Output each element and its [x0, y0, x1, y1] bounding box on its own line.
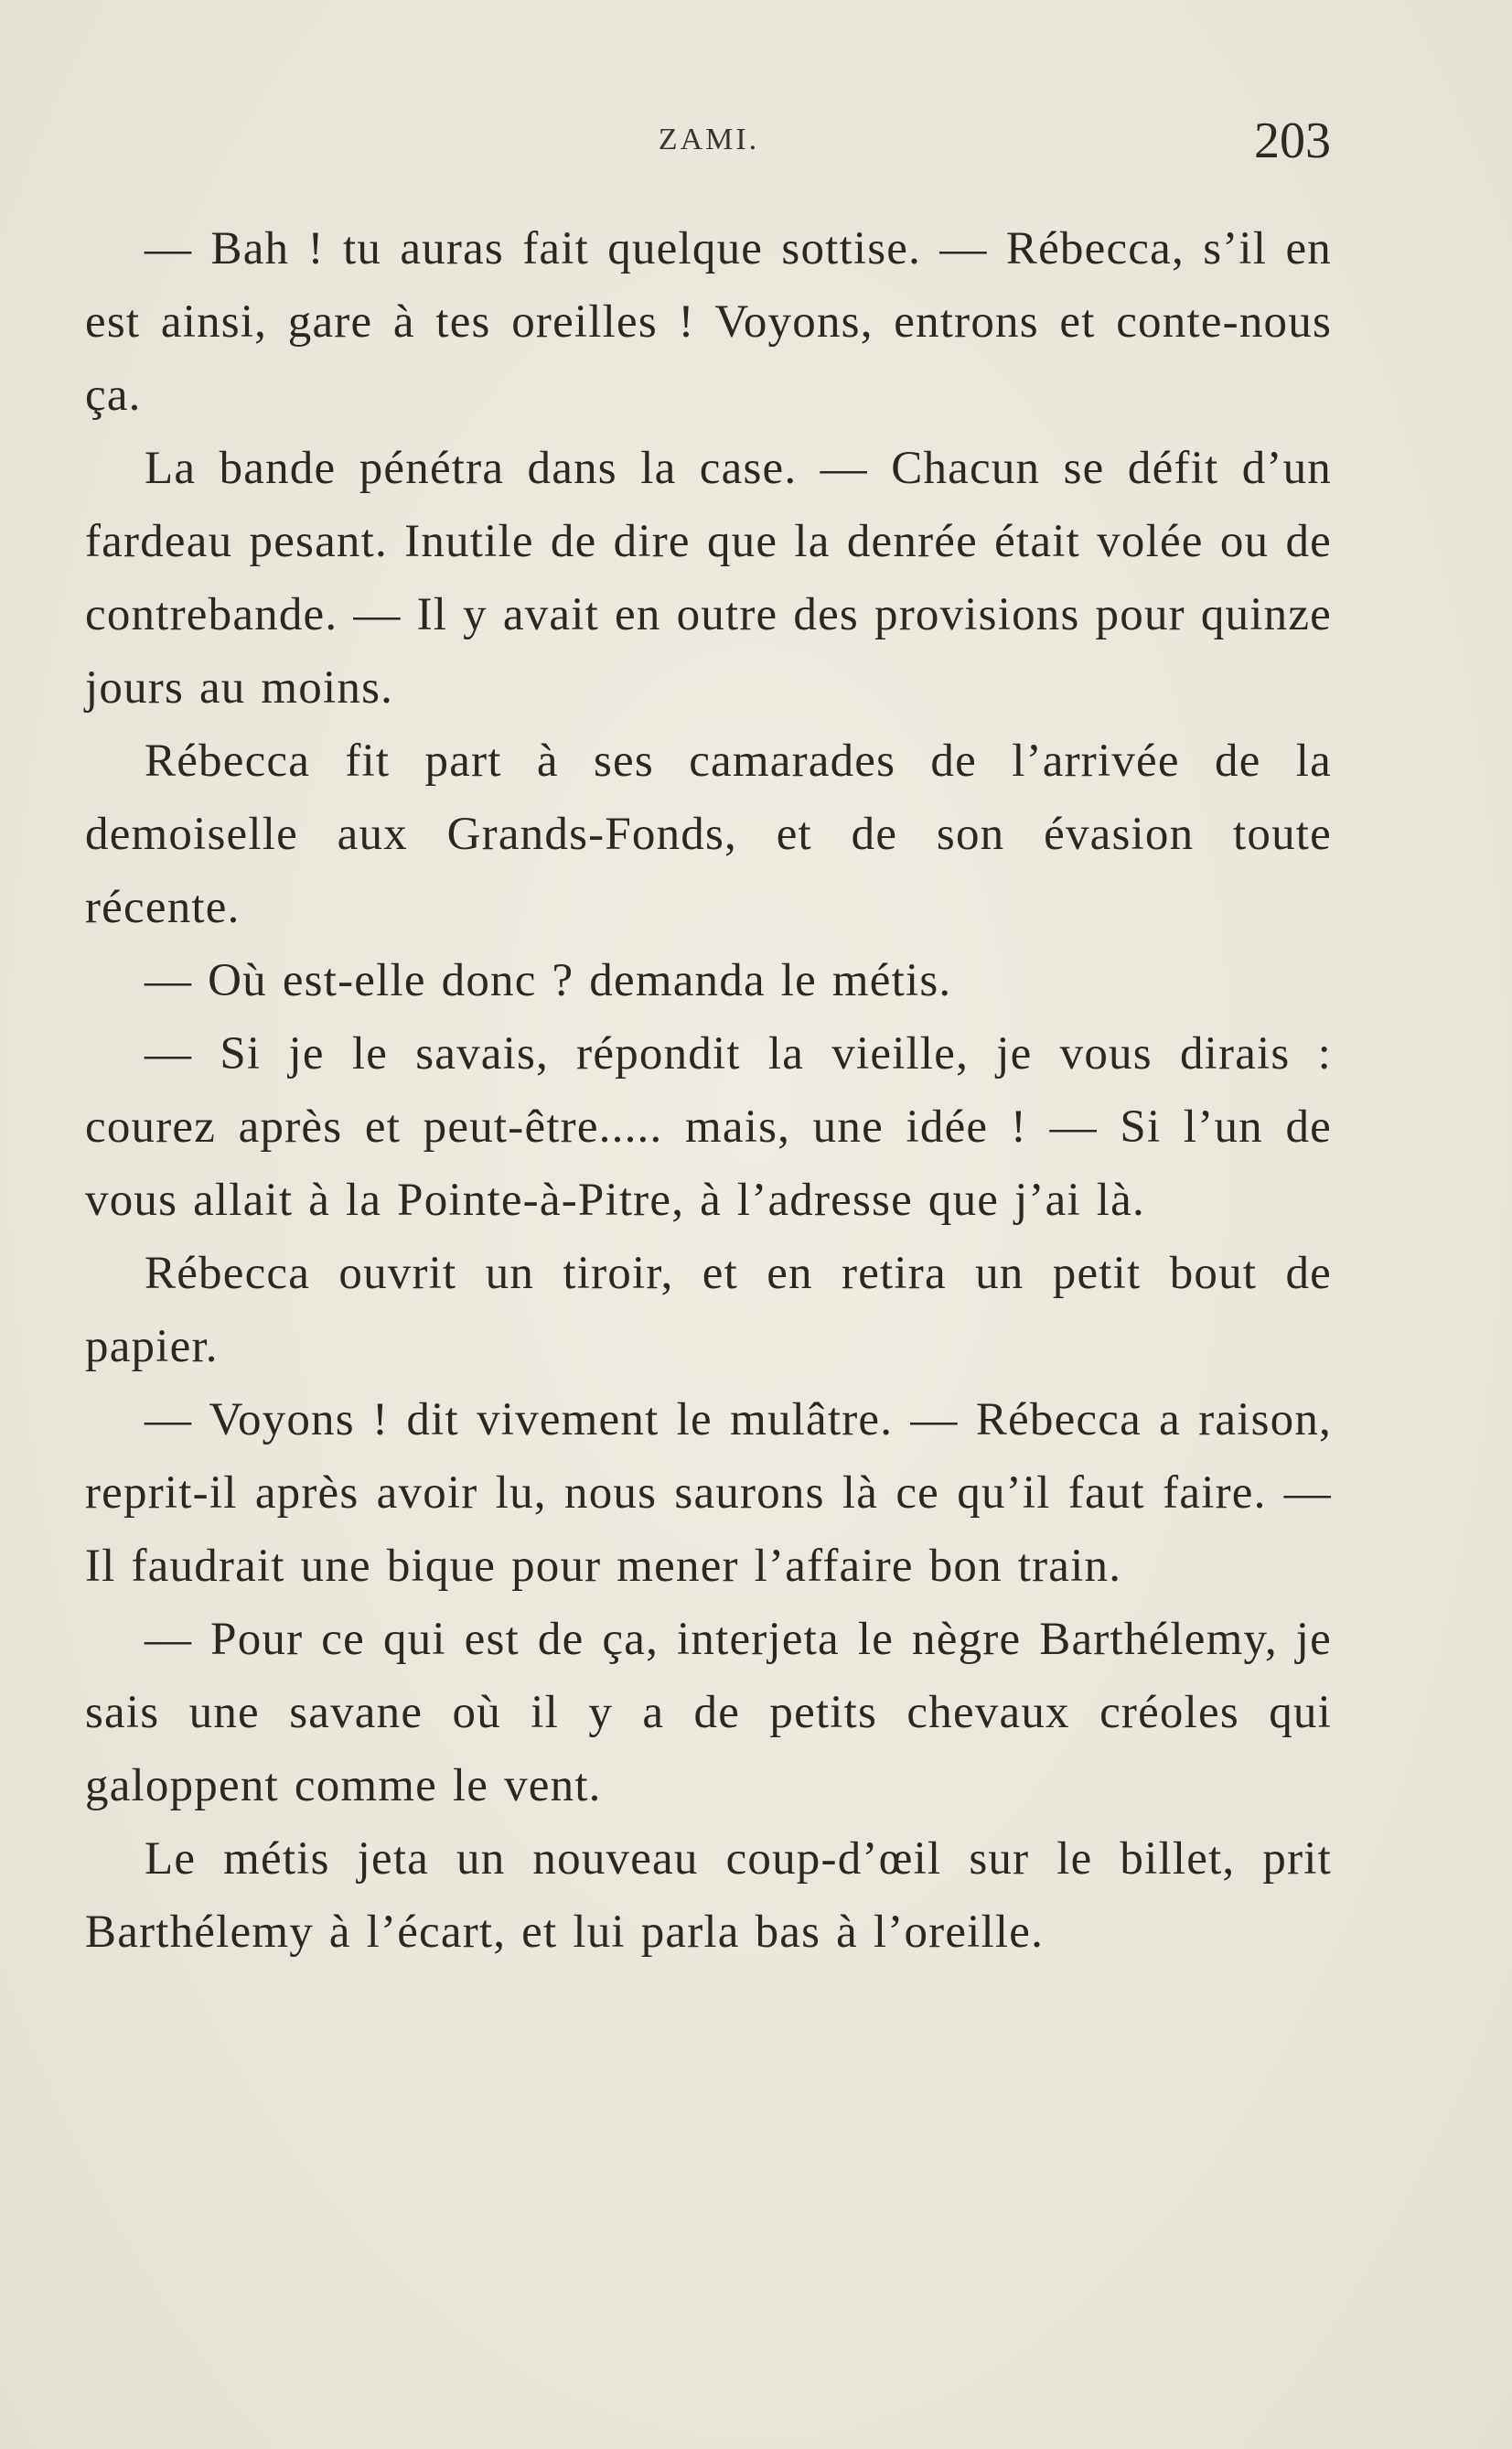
paragraph-1: — Bah ! tu auras fait quelque sottise. — Rébecca, s’il en est ainsi, gare à tes oreilles ! Voyons, entrons et conte-nous ça. [85, 223, 1332, 421]
paragraph-2: La bande pénétra dans la case. — Chacun se défit d’un fardeau pesant. Inutile de dire que la denrée était volée ou de contrebande. — Il y avait en outre des provisions pour quinze jours au moins. [85, 443, 1332, 714]
page-number: 203 [1254, 113, 1331, 169]
page-header [87, 112, 1331, 176]
paragraph-4: — Où est-elle donc ? demanda le métis. [145, 955, 952, 1006]
paragraph-6: Rébecca ouvrit un tiroir, et en retira un petit bout de papier. [85, 1248, 1332, 1372]
paragraph-7: — Voyons ! dit vivement le mulâtre. — Rébecca a raison, reprit-il après avoir lu, nous saurons là ce qu’il faut faire. — Il faudrait une bique pour mener l’affaire bon train. [85, 1394, 1332, 1592]
paragraph-8: — Pour ce qui est de ça, interjeta le nègre Barthélemy, je sais une savane où il y a de petits chevaux créoles qui galoppent comme le vent. [85, 1614, 1332, 1811]
body-text [85, 212, 1332, 1969]
paragraph-3: Rébecca fit part à ses camarades de l’arrivée de la demoiselle aux Grands-Fonds, et de son évasion toute récente. [85, 736, 1332, 933]
running-head: ZAMI. [658, 123, 760, 156]
paragraph-9: Le métis jeta un nouveau coup-d’œil sur le billet, prit Barthélemy à l’écart, et lui parla bas à l’oreille. [85, 1833, 1332, 1958]
paragraph-5: — Si je le savais, répondit la vieille, je vous dirais : courez après et peut-être..... mais, une idée ! — Si l’un de vous allait à la Pointe-à-Pitre, à l’adresse que j’ai là. [85, 1028, 1332, 1226]
